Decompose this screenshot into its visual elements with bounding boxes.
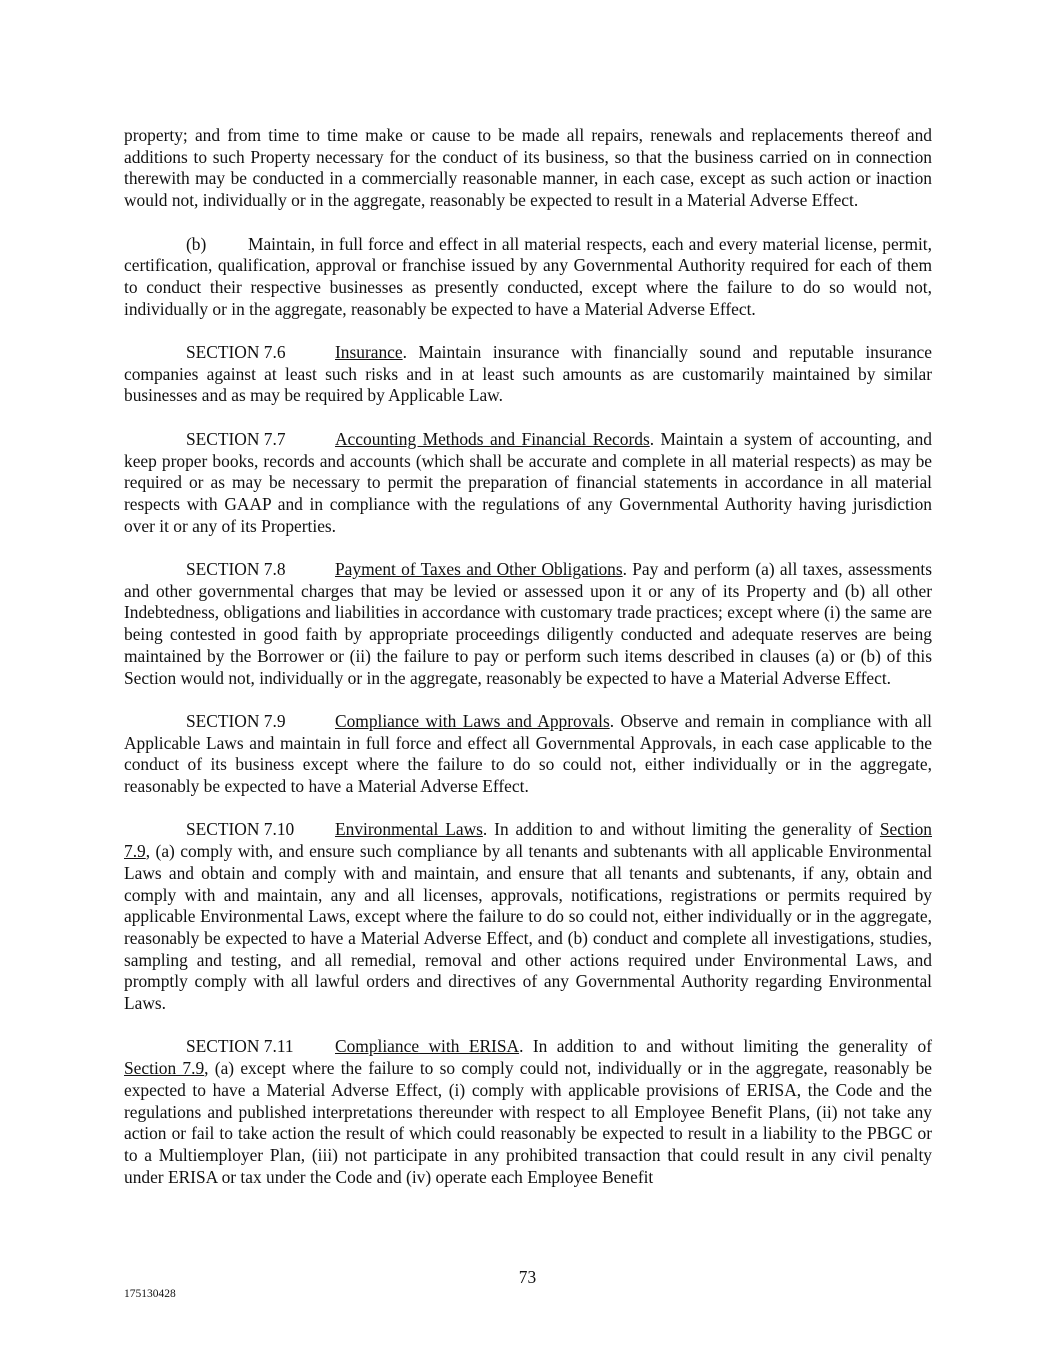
section-heading: Insurance	[335, 342, 403, 362]
section-7-6	[124, 342, 932, 407]
section-body: . Pay and perform (a) all taxes, assessments and other governmental charges that may be levied or assessed upon it or any of its Property and (b) all other Indebtedness, obligations and liabilities in accordance with customary trade practices; except where (i) the same are being contested in good faith by appropriate proceedings diligently conducted and adequate reserves are being maintained by the Borrower or (ii) the failure to pay or perform such items described in clauses (a) or (b) of this Section would not, individually or in the aggregate, reasonably be expected to have a Material Adverse Effect.	[124, 559, 932, 688]
section-number: SECTION 7.6	[186, 342, 286, 362]
continuation-paragraph: property; and from time to time make or cause to be made all repairs, renewals and replacements thereof and additions to such Property necessary for the conduct of its business, so that the business carried on in connection therewith may be conducted in a commercially reasonable manner, in each case, except as such action or inaction would not, individually or in the aggregate, reasonably be expected to result in a Material Adverse Effect.	[124, 125, 932, 211]
section-body: , (a) comply with, and ensure such compliance by all tenants and subtenants with all applicable Environmental Laws and obtain and comply with and maintain, and ensure that all tenants and subtenants, if any, obtain and comply with and maintain, any and all licenses, approvals, notifications, registrations or permits required by applicable Environmental Laws, except where the failure to do so could not, either individually or in the aggregate, reasonably be expected to have a Material Adverse Effect, and (b) conduct and complete all investigations, studies, sampling and testing, and all remedial, removal and other actions required under Environmental Laws, and promptly comply with all lawful orders and directives of any Governmental Authority regarding Environmental Laws.	[124, 841, 932, 1014]
section-7-7	[124, 429, 932, 538]
document-body	[124, 125, 932, 1210]
section-7-9	[124, 711, 932, 798]
section-number: SECTION 7.7	[186, 428, 286, 449]
page-number: 73	[518, 1267, 537, 1287]
section-number: SECTION 7.8	[186, 559, 286, 579]
clause-label: (b)	[186, 233, 207, 254]
section-heading: Accounting Methods and Financial Records	[335, 428, 650, 449]
section-cross-reference: Section 7.9	[124, 819, 932, 862]
section-number: SECTION 7.11	[186, 1036, 294, 1057]
section-intro: . In addition to and without limiting the generality of	[519, 1036, 932, 1057]
section-heading: Payment of Taxes and Other Obligations	[335, 559, 623, 579]
clause-b-paragraph	[124, 234, 932, 321]
section-heading: Compliance with Laws and Approvals	[335, 710, 610, 731]
section-body: . Maintain insurance with financially sound and reputable insurance companies against at least such risks and in at least such amounts as are customarily maintained by similar businesses and as may be required by Applicable Law.	[124, 342, 932, 406]
section-body: . Maintain a system of accounting, and keep proper books, records and accounts (which shall be accurate and complete in all material respects) as may be required or as may be necessary to permit the preparation of financial statements in accordance in all material respects with GAAP and in compliance with the regulations of any Governmental Authority having jurisdiction over it or any of its Properties.	[124, 428, 932, 536]
section-7-8	[124, 559, 932, 689]
section-number: SECTION 7.10	[186, 819, 295, 840]
section-cross-reference: Section 7.9	[124, 1058, 205, 1079]
document-id: 175130428	[124, 1288, 176, 1300]
section-body: . Observe and remain in compliance with all Applicable Laws and maintain in full force and effect all Governmental Approvals, in each case applicable to the conduct of its business except where the failure to do so could not, either individually or in the aggregate, reasonably be expected to have a Material Adverse Effect.	[124, 710, 932, 797]
section-7-11	[124, 1036, 932, 1188]
section-heading: Environmental Laws	[335, 819, 483, 840]
section-intro: . In addition to and without limiting the generality of	[482, 819, 880, 840]
section-heading: Compliance with ERISA	[335, 1036, 520, 1057]
section-number: SECTION 7.9	[186, 710, 286, 731]
section-7-10	[124, 819, 932, 1014]
section-body: , (a) except where the failure to so comply could not, individually or in the aggregate, reasonably be expected to have a Material Adverse Effect, (i) comply with applicable provisions of ERISA, the Code and the regulations and published interpretations thereunder with respect to all Employee Benefit Plans, (ii) not take any action or fail to take action the result of which could reasonably be expected to result in a liability to the PBGC or to a Multiemployer Plan, (iii) not participate in any prohibited transaction that could result in any civil penalty under ERISA or tax under the Code and (iv) operate each Employee Benefit	[124, 1058, 933, 1187]
clause-text: Maintain, in full force and effect in all material respects, each and every material license, permit, certification, qualification, approval or franchise issued by any Governmental Authority required for each of them to conduct their respective businesses as presently conducted, except where the failure to do so would not, individually or in the aggregate, reasonably be expected to have a Material Adverse Effect.	[124, 233, 932, 319]
